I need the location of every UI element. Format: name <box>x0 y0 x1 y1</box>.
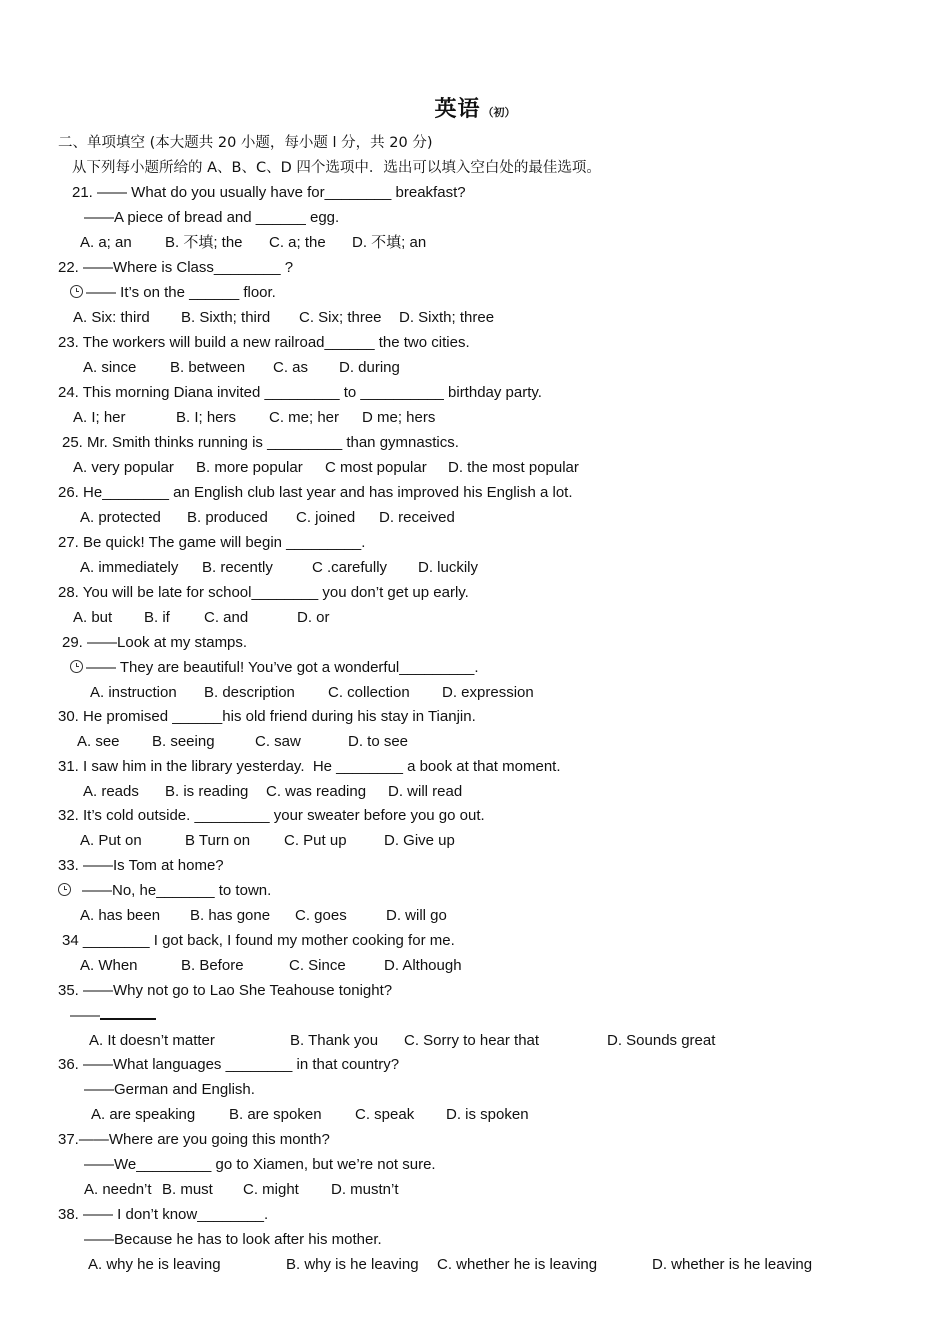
q28-option-b: B. if <box>144 609 170 626</box>
q24-option-b: B. I; hers <box>176 409 237 426</box>
question-27-stem: 27. Be quick! The game will begin _________. <box>58 534 366 551</box>
q21-option-b: B. 不填; the <box>165 234 243 251</box>
question-30-stem: 30. He promised ______his old friend during his stay in Tianjin. <box>58 708 476 725</box>
q37-option-d: D. mustn’t <box>331 1181 399 1198</box>
question-22-line2: —— It’s on the ______ floor. <box>86 284 276 301</box>
question-29-stem: 29. ——Look at my stamps. <box>62 634 248 651</box>
q38-option-d: D. whether is he leaving <box>652 1256 813 1273</box>
q31-option-b: B. is reading <box>165 783 249 800</box>
q32-option-c: C. Put up <box>284 832 347 849</box>
title-row <box>0 92 950 124</box>
q31-option-c: C. was reading <box>266 783 367 800</box>
question-21-stem: 21. —— What do you usually have for________ breakfast? <box>72 184 466 201</box>
question-34-stem: 34 ________ I got back, I found my mother cooking for me. <box>62 932 455 949</box>
q23-option-a: A. since <box>83 359 137 376</box>
question-22-line2-wrap <box>70 283 276 303</box>
page-title-sub: （初） <box>482 106 516 119</box>
question-29-line2-wrap <box>70 658 479 678</box>
question-35-stem: 35. ——Why not go to Lao She Teahouse tonight? <box>58 982 393 999</box>
q38-option-a: A. why he is leaving <box>88 1256 221 1273</box>
clock-icon <box>58 883 71 896</box>
question-33-stem: 33. ——Is Tom at home? <box>58 857 224 874</box>
q26-option-c: C. joined <box>296 509 356 526</box>
page-title: 英语 <box>434 96 481 122</box>
q32-option-b: B Turn on <box>185 832 251 849</box>
q25-option-a: A. very popular <box>73 459 174 476</box>
question-23-stem: 23. The workers will build a new railroad______ the two cities. <box>58 334 470 351</box>
question-35-line2-wrap <box>70 1006 156 1026</box>
q35-option-c: C. Sorry to hear that <box>404 1032 540 1049</box>
q26-option-d: D. received <box>379 509 455 526</box>
question-32-stem: 32. It’s cold outside. _________ your sweater before you go out. <box>58 807 485 824</box>
question-24-stem: 24. This morning Diana invited _________ to __________ birthday party. <box>58 384 542 401</box>
question-33-line2: ——No, he_______ to town. <box>82 882 272 899</box>
section-header: 二、单项填空 (本大题共 20 小题，每小题 l 分，共 20 分) <box>58 135 433 151</box>
q23-option-d: D. during <box>339 359 400 376</box>
q27-option-d: D. luckily <box>418 559 479 576</box>
q28-option-a: A. but <box>73 609 113 626</box>
q33-option-d: D. will go <box>386 907 447 924</box>
q37-option-b: B. must <box>162 1181 213 1198</box>
q35-option-b: B. Thank you <box>290 1032 379 1049</box>
q22-option-b: B. Sixth; third <box>181 309 271 326</box>
q23-option-c: C. as <box>273 359 309 376</box>
q32-option-d: D. Give up <box>384 832 455 849</box>
q27-option-c: C .carefully <box>312 559 388 576</box>
question-35-line2: —— <box>70 1007 100 1024</box>
question-25-stem: 25. Mr. Smith thinks running is _________ than gymnastics. <box>62 434 459 451</box>
q31-option-d: D. will read <box>388 783 463 800</box>
q36-option-a: A. are speaking <box>91 1106 196 1123</box>
question-31-stem: 31. I saw him in the library yesterday. He ________ a book at that moment. <box>58 758 561 775</box>
clock-icon <box>70 660 83 673</box>
q34-option-d: D. Although <box>384 957 462 974</box>
q27-option-b: B. recently <box>202 559 273 576</box>
question-37-line2: ——We_________ go to Xiamen, but we’re not sure. <box>84 1156 436 1173</box>
q36-option-d: D. is spoken <box>446 1106 529 1123</box>
question-38-line2: ——Because he has to look after his mother. <box>84 1231 382 1248</box>
q25-option-b: B. more popular <box>196 459 303 476</box>
q38-option-b: B. why is he leaving <box>286 1256 419 1273</box>
q30-option-a: A. see <box>77 733 120 750</box>
q30-option-b: B. seeing <box>152 733 215 750</box>
q32-option-a: A. Put on <box>80 832 142 849</box>
q22-option-c: C. Six; three <box>299 309 382 326</box>
question-37-stem: 37.——Where are you going this month? <box>58 1131 330 1148</box>
question-26-stem: 26. He________ an English club last year and has improved his English a lot. <box>58 484 573 501</box>
question-33-line2-wrap <box>58 881 271 901</box>
q34-option-a: A. When <box>80 957 138 974</box>
q25-option-d: D. the most popular <box>448 459 579 476</box>
q28-option-d: D. or <box>297 609 330 626</box>
question-38-stem: 38. —— I don’t know________. <box>58 1206 269 1223</box>
q30-option-c: C. saw <box>255 733 301 750</box>
q21-option-d: D. 不填; an <box>352 234 427 251</box>
q29-option-b: B. description <box>204 684 295 701</box>
q26-option-b: B. produced <box>187 509 268 526</box>
q21-option-c: C. a; the <box>269 234 326 251</box>
q27-option-a: A. immediately <box>80 559 179 576</box>
q23-option-b: B. between <box>170 359 246 376</box>
question-29-line2: —— They are beautiful! You’ve got a wonderful_________. <box>86 659 479 676</box>
q38-option-c: C. whether he is leaving <box>437 1256 598 1273</box>
clock-icon <box>70 285 83 298</box>
q25-option-c: C most popular <box>325 459 427 476</box>
q36-option-c: C. speak <box>355 1106 415 1123</box>
question-36-line2: ——German and English. <box>84 1081 255 1098</box>
question-21-line2: ——A piece of bread and ______ egg. <box>84 209 340 226</box>
q29-option-d: D. expression <box>442 684 534 701</box>
q33-option-b: B. has gone <box>190 907 271 924</box>
q33-option-a: A. has been <box>80 907 161 924</box>
q37-option-c: C. might <box>243 1181 299 1198</box>
instructions: 从下列每小题所给的 A、B、C、D 四个选项中．选出可以填入空白处的最佳选项。 <box>72 160 601 176</box>
q33-option-c: C. goes <box>295 907 347 924</box>
q28-option-c: C. and <box>204 609 249 626</box>
question-22-stem: 22. ——Where is Class________ ? <box>58 259 294 276</box>
q26-option-a: A. protected <box>80 509 161 526</box>
q24-option-a: A. I; her <box>73 409 126 426</box>
q34-option-c: C. Since <box>289 957 346 974</box>
q22-option-a: A. Six: third <box>73 309 150 326</box>
q29-option-c: C. collection <box>328 684 410 701</box>
question-36-stem: 36. ——What languages ________ in that country? <box>58 1056 400 1073</box>
q37-option-a: A. needn’t <box>84 1181 152 1198</box>
q35-option-a: A. It doesn’t matter <box>89 1032 215 1049</box>
q34-option-b: B. Before <box>181 957 244 974</box>
question-28-stem: 28. You will be late for school________ you don’t get up early. <box>58 584 469 601</box>
q22-option-d: D. Sixth; three <box>399 309 495 326</box>
q30-option-d: D. to see <box>348 733 409 750</box>
q35-option-d: D. Sounds great <box>607 1032 716 1049</box>
q29-option-a: A. instruction <box>90 684 177 701</box>
q31-option-a: A. reads <box>83 783 139 800</box>
q24-option-c: C. me; her <box>269 409 340 426</box>
q24-option-d: D me; hers <box>362 409 436 426</box>
q36-option-b: B. are spoken <box>229 1106 322 1123</box>
answer-blank <box>100 1006 156 1020</box>
q21-option-a: A. a; an <box>80 234 132 251</box>
